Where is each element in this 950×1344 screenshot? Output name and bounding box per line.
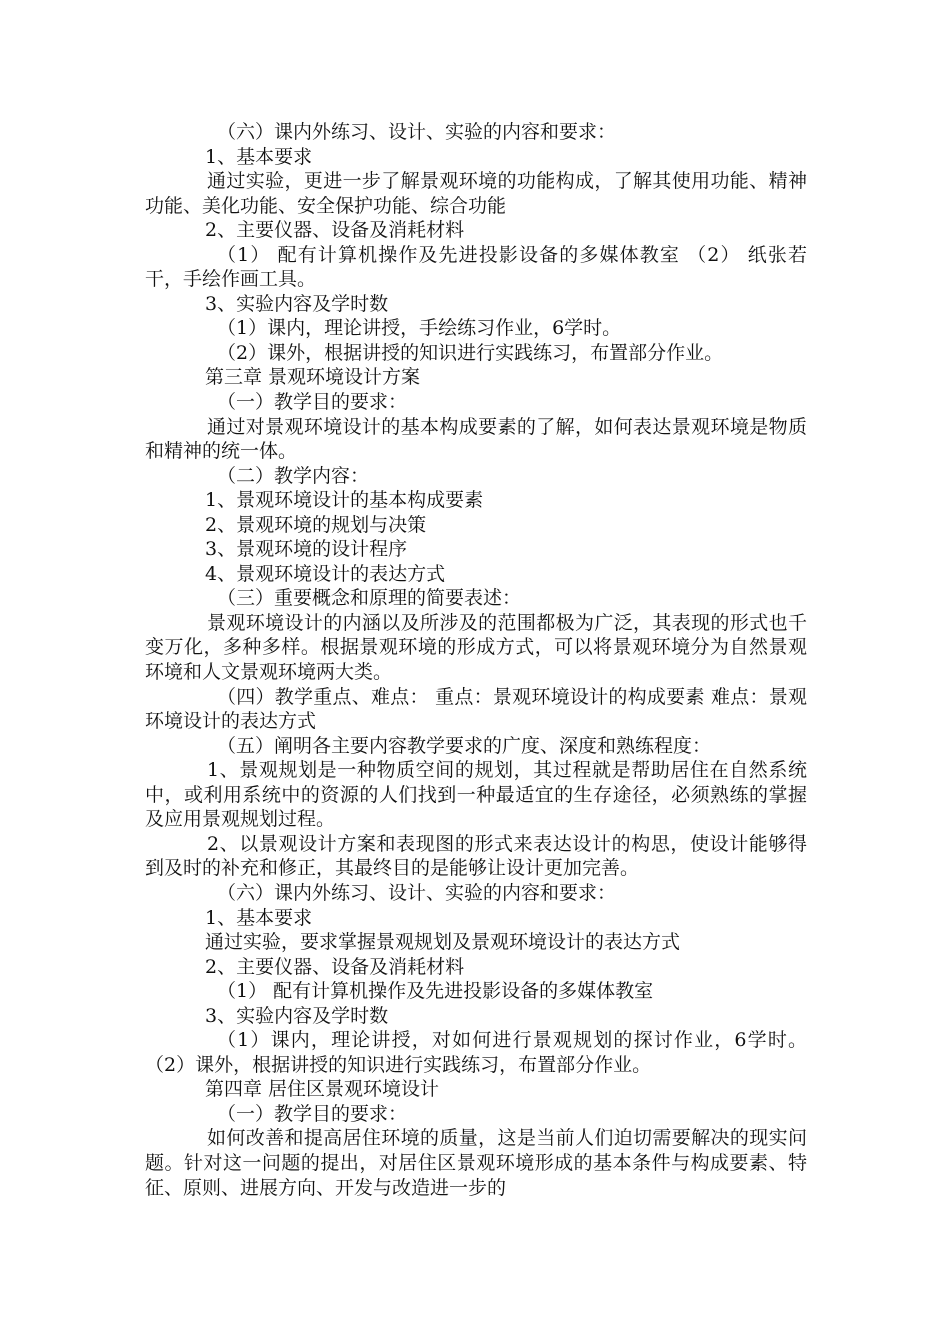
section-heading: （六）课内外练习、设计、实验的内容和要求： <box>217 121 617 143</box>
paragraph: 通过实验，更进一步了解景观环境的功能构成，了解其使用功能、精神功能、美化功能、安全保护功能、综合功能 <box>145 170 807 217</box>
paragraph: 2、以景观设计方案和表现图的形式来表达设计的构思，使设计能够得到及时的补充和修正，其最终目的是能够让设计更加完善。 <box>145 832 807 880</box>
subsection-heading: 2、主要仪器、设备及消耗材料 <box>205 219 465 242</box>
list-item: 4、景观环境设计的表达方式 <box>205 562 446 585</box>
section-heading: （二）教学内容： <box>217 464 370 487</box>
section-heading: （六）课内外练习、设计、实验的内容和要求： <box>217 881 617 904</box>
paragraph: （2）课外，根据讲授的知识进行实践练习，布置部分作业。 <box>217 341 724 364</box>
section-heading: （三）重要概念和原理的简要表述： <box>217 587 522 610</box>
paragraph: 景观环境设计的内涵以及所涉及的范围都极为广泛，其表现的形式也千变万化，多种多样。根据景观环境的形成方式，可以将景观环境分为自然景观环境和人文景观环境两大类。 <box>145 611 807 684</box>
paragraph: 如何改善和提高居住环境的质量，这是当前人们迫切需要解决的现实问题。针对这一问题的提出，对居住区景观环境形成的基本条件与构成要素、特征、原则、进展方向、开发与改造进一步的 <box>145 1127 807 1199</box>
list-item: 2、景观环境的规划与决策 <box>205 513 427 536</box>
paragraph: （四）教学重点、难点： 重点：景观环境设计的构成要素 难点：景观环境设计的表达方式 <box>145 685 807 733</box>
paragraph: 通过对景观环境设计的基本构成要素的了解，如何表达景观环境是物质和精神的统一体。 <box>145 415 807 463</box>
subsection-heading: 1、基本要求 <box>205 906 313 929</box>
paragraph: （1） 配有计算机操作及先进投影设备的多媒体教室 <box>217 980 654 1003</box>
subsection-heading: 2、主要仪器、设备及消耗材料 <box>205 955 465 978</box>
section-heading: （一）教学目的要求： <box>217 1102 408 1125</box>
document-body <box>145 120 807 1200</box>
section-heading: （一）教学目的要求： <box>217 391 408 414</box>
list-item: 3、景观环境的设计程序 <box>205 538 408 561</box>
section-heading: （五）阐明各主要内容教学要求的广度、深度和熟练程度： <box>217 734 712 757</box>
paragraph: 通过实验，要求掌握景观规划及景观环境设计的表达方式 <box>205 931 681 954</box>
paragraph: （1） 配有计算机操作及先进投影设备的多媒体教室 （2） 纸张若干，手绘作画工具。 <box>145 243 807 291</box>
paragraph: （1）课内，理论讲授，手绘练习作业，6学时。 <box>217 317 622 340</box>
paragraph: 1、景观规划是一种物质空间的规划，其过程就是帮助居住在自然系统中，或利用系统中的资源的人们找到一种最适宜的生存途径，必须熟练的掌握及应用景观规划过程。 <box>145 759 807 831</box>
subsection-heading: 1、基本要求 <box>205 145 313 168</box>
chapter-heading: 第三章 景观环境设计方案 <box>205 366 421 389</box>
paragraph: （1）课内，理论讲授，对如何进行景观规划的探讨作业，6学时。 （2）课外，根据讲授的知识进行实践练习，布置部分作业。 <box>145 1029 807 1076</box>
list-item: 1、景观环境设计的基本构成要素 <box>205 489 484 512</box>
chapter-heading: 第四章 居住区景观环境设计 <box>205 1078 440 1101</box>
subsection-heading: 3、实验内容及学时数 <box>205 1004 389 1027</box>
subsection-heading: 3、实验内容及学时数 <box>205 292 389 315</box>
